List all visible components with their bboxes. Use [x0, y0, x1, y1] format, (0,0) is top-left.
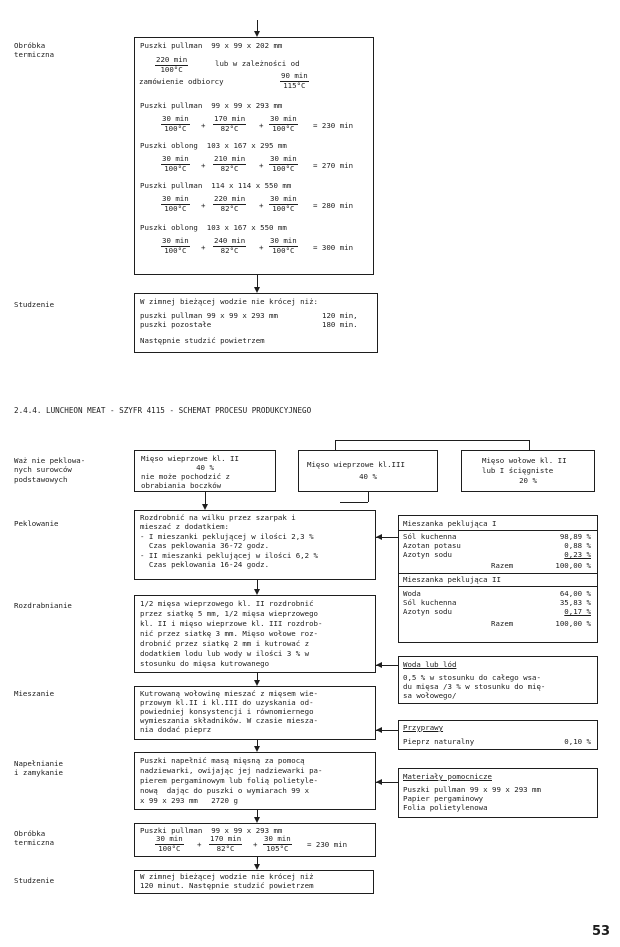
- fraction: [161, 115, 190, 133]
- text-line: Papier pergaminowy: [403, 794, 484, 803]
- text-line: 82°C: [216, 843, 235, 853]
- text-line: 30 min: [156, 834, 183, 843]
- text-line: Azotan potasu: [403, 541, 461, 550]
- text-line: 100°C: [164, 245, 187, 255]
- text-line: puszki pullman 99 x 99 x 293 mm: [140, 311, 278, 320]
- text-line: 100°C: [160, 64, 183, 74]
- water-or-ice-box: [398, 656, 598, 704]
- text-line: 82°C: [220, 163, 239, 173]
- connector-line: [335, 440, 336, 450]
- connector-line: [368, 492, 369, 502]
- table-row: [403, 562, 593, 571]
- text-line: Azotyn sodu: [403, 550, 452, 559]
- text-line: puszki pozostałe: [140, 320, 212, 329]
- text-line: Mięso wieprzowe kl.III: [307, 460, 405, 469]
- text-line: 100,00 %: [555, 619, 591, 628]
- plus-sign: +: [259, 121, 264, 130]
- can-spec-line: Puszki oblong 103 x 167 x 295 mm: [140, 141, 287, 150]
- text-line: 0,5 % w stosunku do całego wsa-: [403, 673, 541, 682]
- text-line: wymieszania składników. W czasie miesza-: [140, 716, 318, 725]
- input-pork-class2: [134, 450, 276, 492]
- connector-line: [340, 502, 368, 503]
- plus-sign: +: [253, 840, 258, 849]
- result: = 280 min: [313, 201, 354, 210]
- spices-box: [398, 720, 598, 750]
- connector-line: [335, 440, 529, 441]
- text-line: Puszki napełnić masą mięsną za pomocą: [140, 756, 305, 765]
- text-line: Kutrowaną wołowinę mieszać z mięsem wie-: [140, 689, 318, 698]
- text-line: 100°C: [158, 843, 181, 853]
- arrow-left-icon: [376, 727, 382, 733]
- fraction: [161, 195, 190, 213]
- text-line: Razem: [491, 619, 514, 628]
- aux-materials-box: [398, 768, 598, 818]
- text-line: Razem: [491, 561, 514, 570]
- text-line: 82°C: [220, 245, 239, 255]
- fraction: [280, 72, 309, 90]
- text-line: nie może pochodzić z: [141, 472, 230, 481]
- text-line: 35,83 %: [559, 598, 591, 607]
- fraction: [269, 155, 298, 173]
- text-line: 100°C: [272, 203, 295, 213]
- text-line: 100°C: [272, 123, 295, 133]
- text-line: Azotyn sodu: [403, 607, 452, 616]
- curing-mix-table: [398, 515, 598, 643]
- text-line: nić przez siatkę 3 mm. Mięso wołowe roz-: [140, 629, 318, 638]
- step-label-mieszanie: Mieszanie: [14, 689, 55, 698]
- step-label-rozdrabnianie: Rozdrabnianie: [14, 601, 72, 610]
- text-line: 30 min: [162, 114, 189, 123]
- text-line: Pieprz naturalny: [403, 737, 475, 746]
- fraction: [263, 835, 292, 853]
- grinding-box: [134, 595, 376, 673]
- plus-sign: +: [259, 201, 264, 210]
- text-line: 100°C: [164, 163, 187, 173]
- text-line: 30 min: [270, 194, 297, 203]
- text-line: przez siatkę 5 mm, 1/2 mięsa wieprzowego: [140, 609, 318, 618]
- text-line: sa wołowego/: [403, 691, 457, 700]
- text-line: 170 min: [214, 114, 246, 123]
- section-heading: 2.4.4. LUNCHEON MEAT - SZYFR 4115 - SCHEMAT PROCESU PRODUKCYJNEGO: [14, 406, 312, 415]
- thermal-processing-box: [134, 37, 374, 275]
- plus-sign: +: [201, 161, 206, 170]
- text-line: Puszki pullman 99 x 99 x 293 mm: [403, 785, 541, 794]
- plus-sign: +: [201, 243, 206, 252]
- text-line: Woda: [403, 589, 421, 598]
- can-spec-line: Puszki pullman 99 x 99 x 293 mm: [140, 101, 283, 110]
- text-line: 30 min: [162, 194, 189, 203]
- text-line: W zimnej bieżącej wodzie nie krócej niż: [140, 872, 314, 881]
- cooling-box: [134, 293, 378, 353]
- text-line: 40 %: [359, 472, 377, 481]
- text-line: 170 min: [210, 834, 242, 843]
- text-line: Mieszanka peklująca I: [403, 519, 497, 528]
- text-line: drobnić przez siatkę 2 mm i kutrować z: [140, 639, 310, 648]
- text-line: Mieszanka peklująca II: [403, 575, 501, 584]
- text-line: Puszki pullman 99 x 99 x 293 mm: [140, 826, 283, 835]
- table-row: [403, 620, 593, 629]
- text-line: 0,88 %: [564, 541, 591, 550]
- fraction: [161, 155, 190, 173]
- text-line: nia dodać pieprz: [140, 725, 212, 734]
- plus-sign: +: [201, 121, 206, 130]
- result: = 300 min: [313, 243, 354, 252]
- plus-sign: +: [259, 243, 264, 252]
- text-line: - I mieszanki peklującej w ilości 2,3 %: [140, 532, 314, 541]
- connector-line: [529, 440, 530, 450]
- text-line: 40 %: [196, 463, 214, 472]
- mixing-box: [134, 686, 376, 740]
- text-line: zamówienie odbiorcy: [139, 77, 224, 86]
- fraction: [155, 56, 188, 74]
- text-line: - II mieszanki peklującej w ilości 6,2 %: [140, 551, 318, 560]
- step-label-wazenie: Waż nie peklowa- nych surowców podstawowych: [14, 456, 86, 484]
- filling-box: [134, 752, 376, 810]
- arrow-left-icon: [376, 779, 382, 785]
- text-line: obrabiania boczków: [141, 481, 222, 490]
- text-line: pierem pergaminowym lub folią polietyle-: [140, 776, 318, 785]
- table-row: [403, 608, 593, 617]
- text-line: 30 min: [162, 236, 189, 245]
- text-line: Przyprawy: [403, 723, 444, 732]
- text-line: 82°C: [220, 123, 239, 133]
- text-line: lub I ścięgniste: [482, 466, 554, 475]
- text-line: du mięsa /3 % w stosunku do mię-: [403, 682, 546, 691]
- arrow-left-icon: [376, 662, 382, 668]
- can-spec-line: Puszki pullman 99 x 99 x 202 mm: [140, 41, 283, 50]
- fraction: [213, 115, 246, 133]
- text-line: Mięso wieprzowe kl. II: [141, 454, 239, 463]
- text-line: Materiały pomocnicze: [403, 772, 492, 781]
- text-line: 30 min: [270, 114, 297, 123]
- text-line: Sól kuchenna: [403, 532, 457, 541]
- text-line: 115°C: [283, 80, 306, 90]
- fraction: [161, 237, 190, 255]
- text-line: 220 min: [214, 194, 246, 203]
- text-line: 180 min.: [322, 320, 358, 329]
- text-line: nową dając do puszki o wymiarach 99 x: [140, 786, 310, 795]
- text-line: powiedniej konsystencji i równomiernego: [140, 707, 314, 716]
- text-line: Woda lub lód: [403, 660, 457, 669]
- fraction: [209, 835, 242, 853]
- result: = 230 min: [307, 840, 348, 849]
- text-line: W zimnej bieżącej wodzie nie krócej niż:: [140, 297, 318, 306]
- text-line: Następnie studzić powietrzem: [140, 336, 265, 345]
- text-line: 100°C: [164, 123, 187, 133]
- step-label-obrobka-2: Obróbka termiczna: [14, 829, 55, 848]
- fraction: [213, 155, 246, 173]
- plus-sign: +: [201, 201, 206, 210]
- text-line: 0,10 %: [564, 737, 591, 746]
- text-line: Folia polietylenowa: [403, 803, 488, 812]
- result: = 230 min: [313, 121, 354, 130]
- plus-sign: +: [259, 161, 264, 170]
- result: = 270 min: [313, 161, 354, 170]
- text-line: 120 minut. Następnie studzić powietrzem: [140, 881, 314, 890]
- text-line: 100°C: [164, 203, 187, 213]
- text-line: 100°C: [272, 163, 295, 173]
- step-label-studzenie: Studzenie: [14, 300, 55, 309]
- text-line: lub w zależności od: [215, 59, 300, 68]
- text-line: kl. II i mięso wieprzowe kl. III rozdrob-: [140, 619, 323, 628]
- text-line: 82°C: [220, 203, 239, 213]
- text-line: 64,00 %: [559, 589, 591, 598]
- text-line: mieszać z dodatkiem:: [140, 522, 229, 531]
- plus-sign: +: [197, 840, 202, 849]
- step-label-obrobka: Obróbka termiczna: [14, 41, 55, 60]
- text-line: 0,17 %: [564, 607, 591, 616]
- fraction: [155, 835, 184, 853]
- step-label-peklowanie: Peklowanie: [14, 519, 59, 528]
- text-line: 240 min: [214, 236, 246, 245]
- text-line: 0,23 %: [564, 550, 591, 559]
- table-row: [403, 551, 593, 560]
- can-spec-line: Puszki pullman 114 x 114 x 550 mm: [140, 181, 292, 190]
- text-line: 210 min: [214, 154, 246, 163]
- text-line: 30 min: [264, 834, 291, 843]
- page-number: 53: [592, 924, 611, 939]
- arrow-left-icon: [376, 534, 382, 540]
- text-line: dodatkiem lodu lub wody w ilości 3 % w: [140, 649, 310, 658]
- step-label-napelnianie: Napełnianie i zamykanie: [14, 759, 63, 778]
- cooling-box-2: [134, 870, 374, 894]
- text-line: 120 min,: [322, 311, 358, 320]
- text-line: 220 min: [156, 55, 188, 64]
- text-line: 30 min: [270, 236, 297, 245]
- step-label-studzenie-2: Studzenie: [14, 876, 55, 885]
- thermal-processing-box-2: [134, 823, 376, 857]
- text-line: 100°C: [272, 245, 295, 255]
- text-line: 90 min: [281, 71, 308, 80]
- text-line: Rozdrobnić na wilku przez szarpak i: [140, 513, 296, 522]
- text-line: Sól kuchenna: [403, 598, 457, 607]
- text-line: Czas peklowania 36-72 godz.: [140, 541, 270, 550]
- text-line: 20 %: [519, 476, 537, 485]
- can-spec-line: Puszki oblong 103 x 167 x 550 mm: [140, 223, 287, 232]
- text-line: 105°C: [266, 843, 289, 853]
- text-line: przowym kl.II i kl.III do uzyskania od-: [140, 698, 314, 707]
- text-line: stosunku do mięsa kutrowanego: [140, 659, 270, 668]
- fraction: [213, 195, 246, 213]
- fraction: [269, 237, 298, 255]
- text-line: 30 min: [162, 154, 189, 163]
- text-line: 1/2 mięsa wieprzowego kl. II rozdrobnić: [140, 599, 314, 608]
- text-line: 30 min: [270, 154, 297, 163]
- text-line: 100,00 %: [555, 561, 591, 570]
- curing-box: [134, 510, 376, 580]
- input-pork-class3: [298, 450, 438, 492]
- text-line: Czas peklowania 16-24 godz.: [140, 560, 270, 569]
- text-line: x 99 x 293 mm 2720 g: [140, 796, 238, 805]
- fraction: [269, 115, 298, 133]
- input-beef: [461, 450, 595, 492]
- text-line: nadziewarki, owijając jej nadziewarki pa-: [140, 766, 323, 775]
- text-line: 98,89 %: [559, 532, 591, 541]
- text-line: Mięso wołowe kl. II: [482, 456, 567, 465]
- fraction: [269, 195, 298, 213]
- fraction: [213, 237, 246, 255]
